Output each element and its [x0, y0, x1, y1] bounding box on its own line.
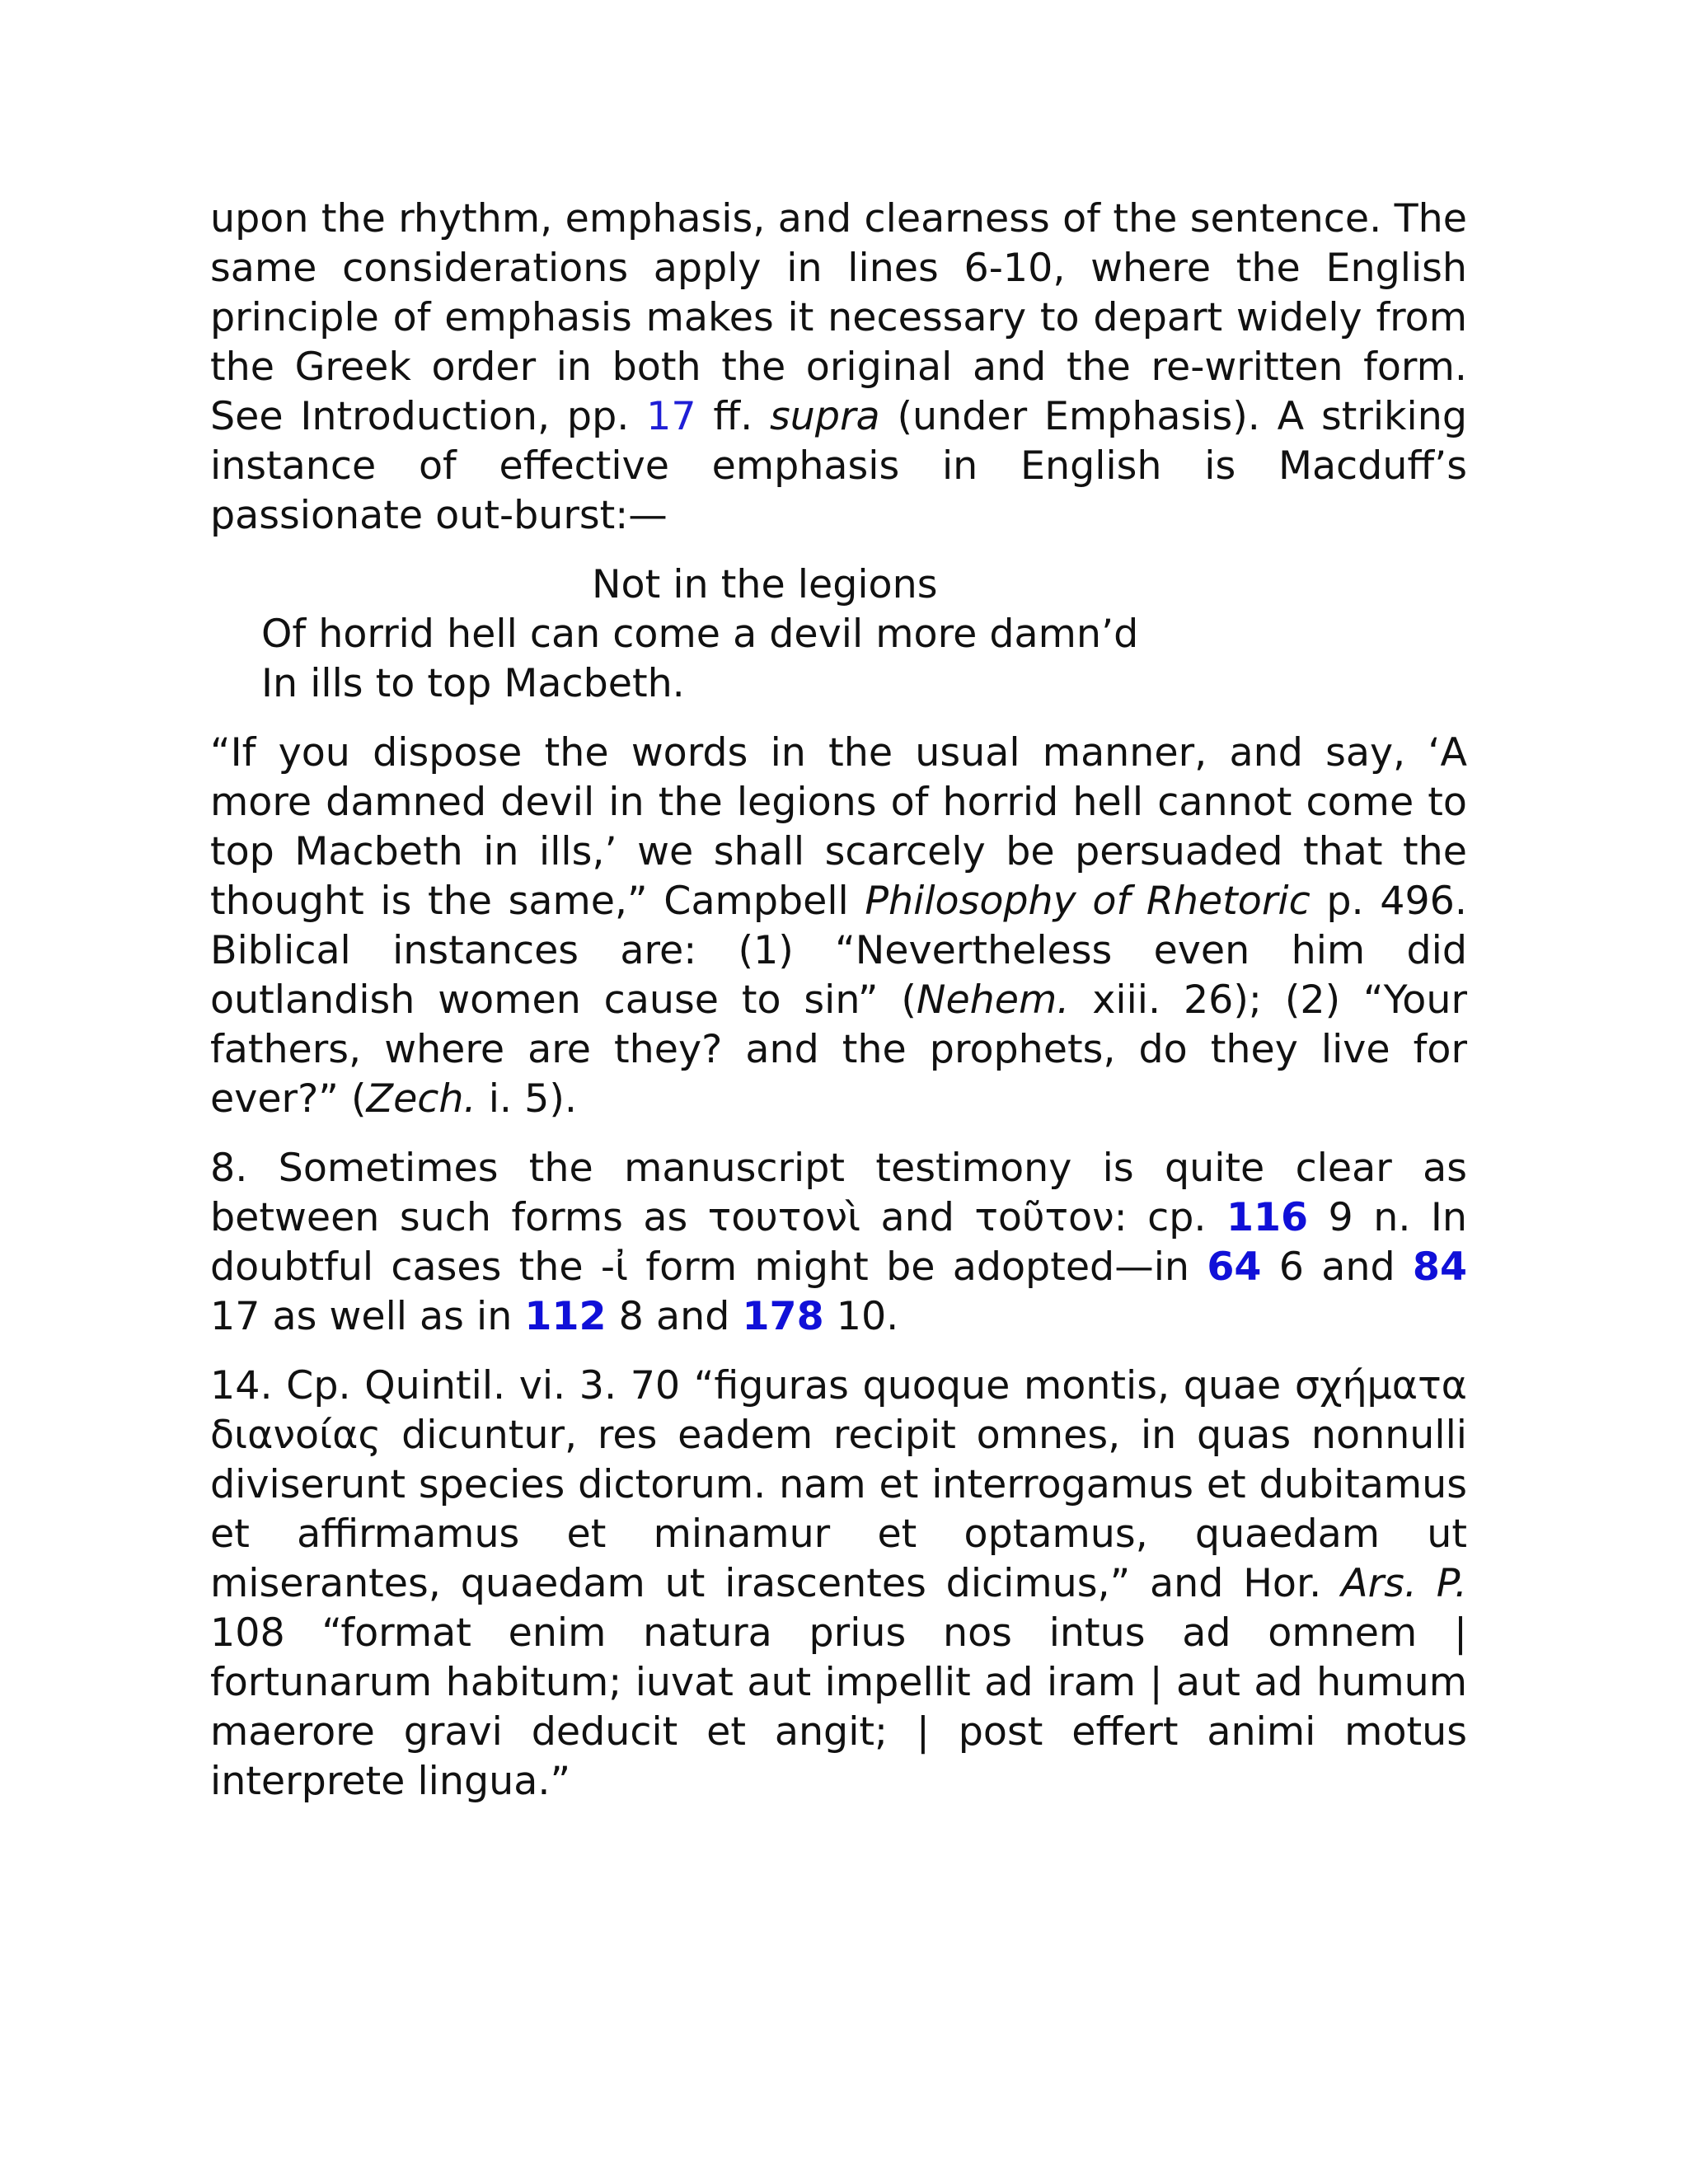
paragraph-text: 10. — [823, 1294, 899, 1339]
paragraph-text: “If you dispose the words in the usual manner, and say, ‘A more damned devil in the legions of horrid hell cannot come to top Macbeth in ills,’ we shall scarcely be persuaded that the thought is the same,” Campbell — [210, 730, 1467, 924]
ref-link-112[interactable]: 112 — [524, 1294, 607, 1339]
italic-ars-poetica: Ars. P. — [1341, 1561, 1467, 1606]
paragraph-campbell — [210, 729, 1467, 1124]
italic-zech: Zech. — [366, 1076, 476, 1122]
paragraph-note-14 — [210, 1361, 1467, 1807]
ref-link-178[interactable]: 178 — [742, 1294, 824, 1339]
paragraph-text: i. 5). — [476, 1076, 577, 1122]
ref-link-84[interactable]: 84 — [1412, 1244, 1467, 1290]
ref-link-64[interactable]: 64 — [1207, 1244, 1262, 1290]
page-link-17[interactable]: 17 — [646, 394, 696, 439]
verse-line-2: Of horrid hell can come a devil more damn’d — [261, 612, 1139, 657]
paragraph-text: 8 and — [606, 1294, 743, 1339]
paragraph-text: 8. Sometimes the manuscript testimony is quite clear as between such forms as τουτονὶ and τοῦτον: cp. — [210, 1146, 1467, 1240]
paragraph-emphasis — [210, 194, 1467, 541]
italic-nehem: Nehem. — [916, 977, 1070, 1023]
document-page — [210, 194, 1467, 1807]
verse-line-3: In ills to top Macbeth. — [261, 661, 685, 706]
paragraph-text: 108 “format enim natura prius nos intus ad omnem | fortunarum habitum; iuvat aut impellit ad iram | aut ad humum maerore gravi deducit et angit; | post effert animi motus interprete lingua.” — [210, 1610, 1467, 1804]
paragraph-text: upon the rhythm, emphasis, and clearness of the sentence. The same considerations apply in lines 6-10, where the English principle of emphasis makes it necessary to depart widely from the Greek order in both the original and the re-written form. See Introduction, pp. — [210, 196, 1467, 439]
paragraph-text: 9 n. In doubtful cases the -ἰ form might be adopted—in — [210, 1195, 1467, 1290]
verse-line-1: Not in the legions — [592, 562, 938, 607]
verse-quote-macbeth — [210, 560, 1467, 709]
paragraph-text: p. 496. Biblical instances are: (1) “Nevertheless even him did outlandish women cause to sin” ( — [210, 879, 1467, 1023]
italic-book-title: Philosophy of Rhetoric — [865, 879, 1311, 924]
paragraph-text: 17 as well as in — [210, 1294, 525, 1339]
italic-supra: supra — [770, 394, 880, 439]
ref-link-116[interactable]: 116 — [1226, 1195, 1309, 1240]
paragraph-text: 6 and — [1261, 1244, 1413, 1290]
paragraph-text: 14. Cp. Quintil. vi. 3. 70 “figuras quoque montis, quae σχήματα διανοίας dicuntur, res eadem recipit omnes, in quas nonnulli diviserunt species dictorum. nam et interrogamus et dubitamus et affirmamus et minamur et optamus, quaedam ut miserantes, quaedam ut irascentes dicimus,” and Hor. — [210, 1363, 1467, 1606]
paragraph-text: ff. — [696, 394, 771, 439]
paragraph-text: (under Emphasis). A striking instance of effective emphasis in English is Macduff’s passionate out-burst:— — [210, 394, 1468, 538]
paragraph-note-8 — [210, 1144, 1467, 1342]
paragraph-text: xiii. 26); (2) “Your fathers, where are they? and the prophets, do they live for ever?” ( — [210, 977, 1468, 1122]
